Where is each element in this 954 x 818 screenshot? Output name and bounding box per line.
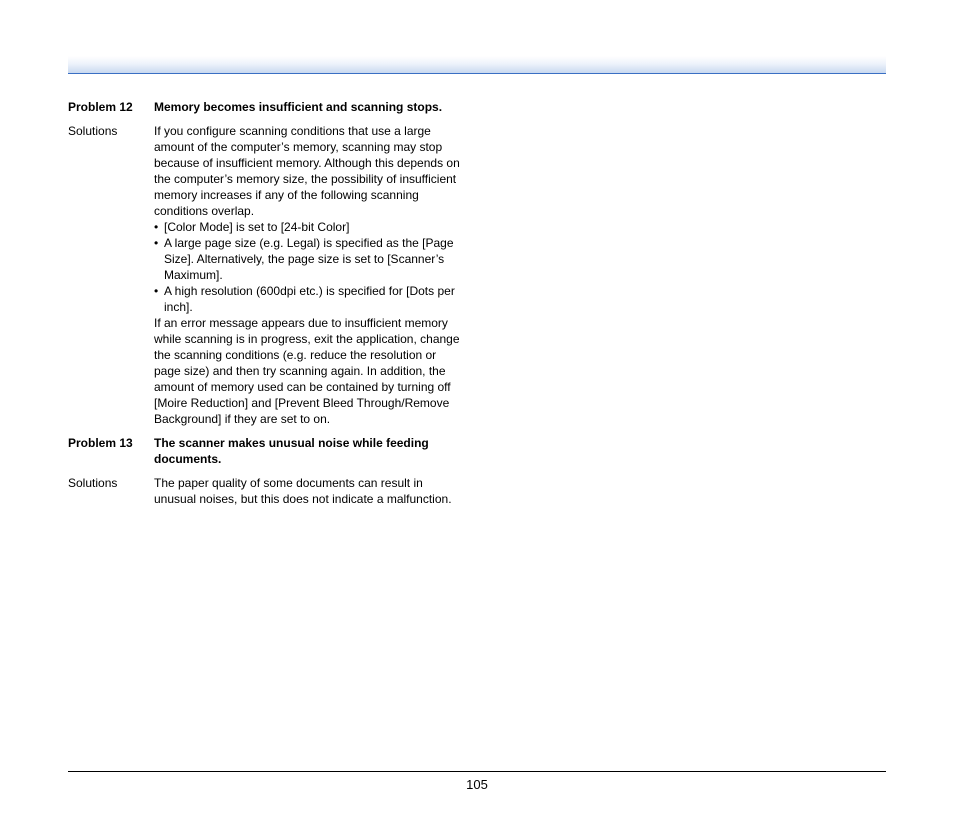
solutions-intro-paragraph: If you configure scanning conditions that use a large amount of the computer’s memory, scanning may stop because of insufficient memory. Although this depends on the computer’s memory size, the possibility of insufficient memory increases if any of the following scanning conditions overlap.: [154, 124, 460, 218]
problem-12-solutions-body: [154, 123, 460, 427]
solutions-label: Solutions: [68, 124, 118, 138]
problem-12-row: [68, 99, 468, 115]
list-item-text: A high resolution (600dpi etc.) is specified for [Dots per inch].: [164, 284, 455, 314]
conditions-list: [154, 219, 460, 315]
problem-12-label: Problem 12: [68, 100, 133, 114]
header-bar: [68, 56, 886, 74]
problem-13-label: Problem 13: [68, 436, 133, 450]
list-item-text: [Color Mode] is set to [24-bit Color]: [164, 220, 350, 234]
page-number: 105: [466, 777, 488, 792]
list-item: [154, 235, 460, 283]
bullet-icon: •: [154, 284, 159, 298]
page-content: [68, 99, 468, 515]
bullet-icon: •: [154, 236, 159, 250]
list-item: [154, 219, 460, 235]
problem-12-solutions-row: [68, 123, 468, 427]
problem-13-row: [68, 435, 468, 467]
solutions-outro-paragraph: If an error message appears due to insufficient memory while scanning is in progress, exit the application, change the scanning conditions (e.g. reduce the resolution or page size) and then try scanning again. In addition, the amount of memory used can be contained by turning off [Moire Reduction] and [Prevent Bleed Through/Remove Background] if they are set to on.: [154, 316, 460, 426]
problem-13-solutions-row: [68, 475, 468, 507]
problem-13-title: The scanner makes unusual noise while feeding documents.: [154, 436, 429, 466]
list-item-text: A large page size (e.g. Legal) is specified as the [Page Size]. Alternatively, the page size is set to [Scanner’s Maximum].: [164, 236, 454, 282]
bullet-icon: •: [154, 220, 159, 234]
footer-rule: [68, 771, 886, 772]
solutions-label: Solutions: [68, 476, 118, 490]
problem-12-title: Memory becomes insufficient and scanning stops.: [154, 100, 443, 114]
problem-13-solutions-text: The paper quality of some documents can result in unusual noises, but this does not indicate a malfunction.: [154, 476, 452, 506]
list-item: [154, 283, 460, 315]
